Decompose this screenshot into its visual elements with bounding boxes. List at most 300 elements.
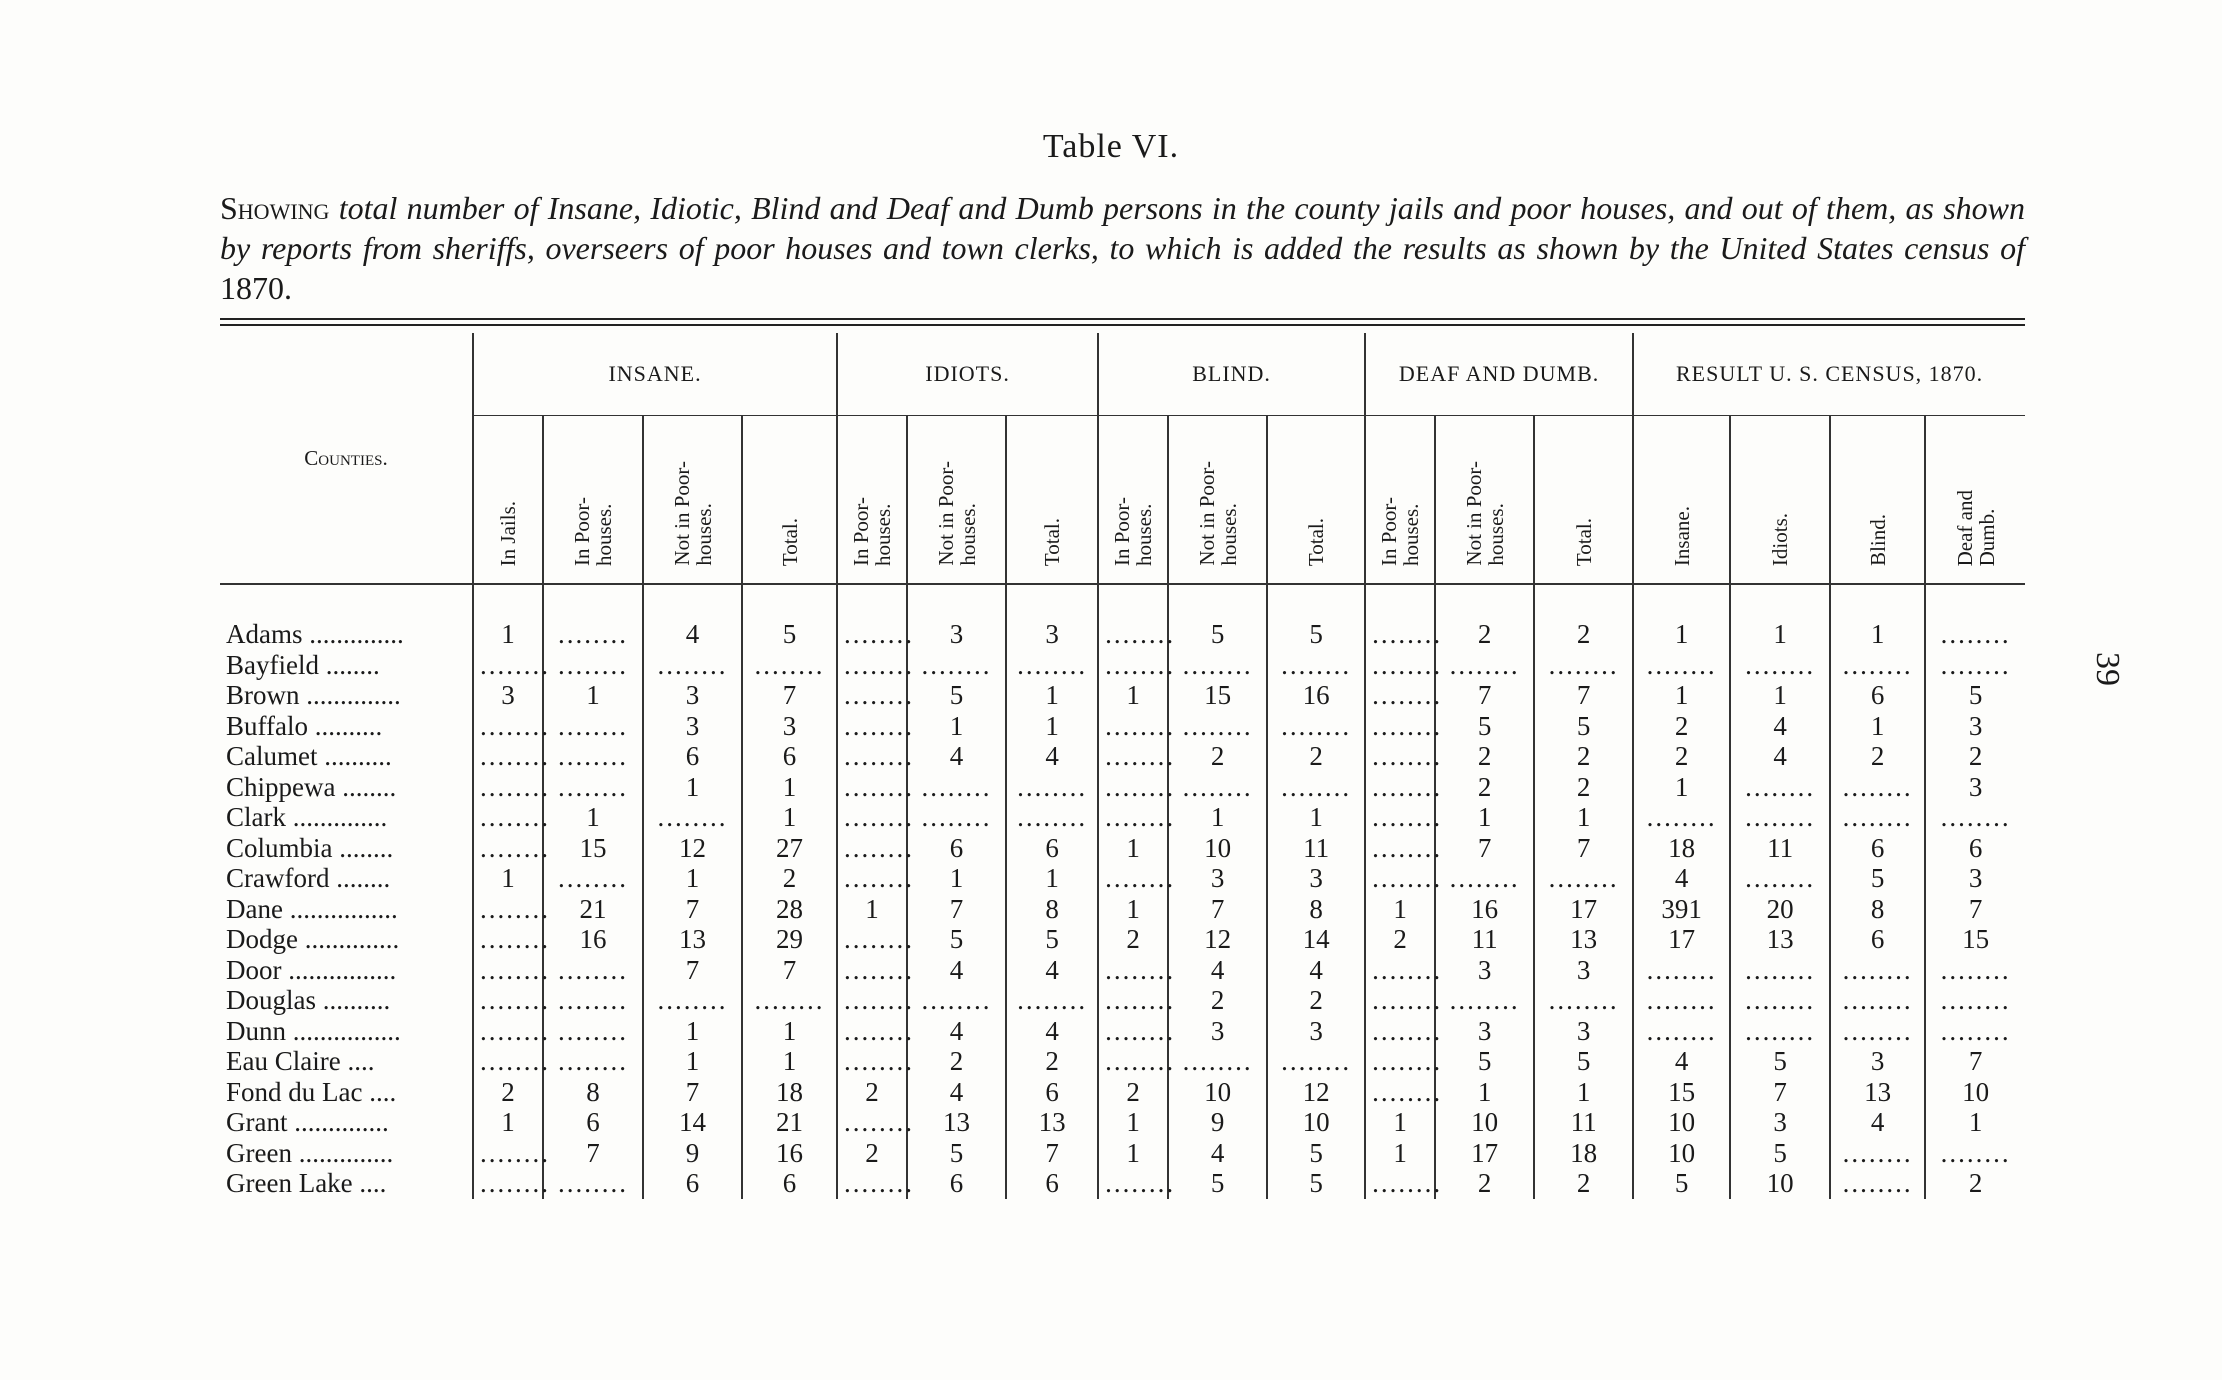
table-cell: 4 — [1006, 955, 1098, 986]
table-cell: 5 — [1633, 1168, 1730, 1199]
table-cell: 7 — [643, 1077, 742, 1108]
table-cell: 1 — [1925, 1107, 2025, 1138]
table-cell — [473, 833, 543, 864]
table-description — [220, 188, 2025, 308]
table-cell: 7 — [1168, 894, 1267, 925]
table-cell: 13 — [907, 1107, 1006, 1138]
table-row — [220, 584, 2025, 650]
table-cell — [1365, 1077, 1435, 1108]
table-cell — [837, 833, 907, 864]
table-cell — [1435, 650, 1534, 681]
table-cell: 2 — [1365, 924, 1435, 955]
table-cell — [643, 802, 742, 833]
table-cell — [1168, 1046, 1267, 1077]
table-cell — [473, 772, 543, 803]
table-cell: 2 — [1534, 772, 1633, 803]
table-cell: 4 — [1267, 955, 1365, 986]
county-name: Chippewa ........ — [226, 771, 397, 802]
table-cell: 5 — [1267, 584, 1365, 650]
table-cell — [1633, 985, 1730, 1016]
table-cell — [543, 955, 643, 986]
table-cell: 1 — [473, 863, 543, 894]
table-cell: 6 — [1006, 1077, 1098, 1108]
table-cell — [643, 985, 742, 1016]
table-cell — [907, 985, 1006, 1016]
table-cell — [907, 650, 1006, 681]
table-cell — [1098, 985, 1168, 1016]
table-cell — [1830, 650, 1925, 681]
table-cell: 6 — [1830, 924, 1925, 955]
table-cell: 4 — [1830, 1107, 1925, 1138]
table-cell — [1534, 985, 1633, 1016]
table-cell: 1 — [907, 711, 1006, 742]
table-cell — [1365, 584, 1435, 650]
table-cell: 3 — [1534, 1016, 1633, 1047]
table-cell — [1633, 955, 1730, 986]
table-cell: 5 — [1168, 1168, 1267, 1199]
table-cell: 6 — [643, 1168, 742, 1199]
table-cell: 5 — [1267, 1168, 1365, 1199]
table-cell — [473, 894, 543, 925]
table-cell — [543, 650, 643, 681]
table-cell: 5 — [1006, 924, 1098, 955]
table-cell — [1925, 802, 2025, 833]
column-header-1 — [543, 416, 643, 584]
table-cell — [1925, 584, 2025, 650]
table-cell: 15 — [1633, 1077, 1730, 1108]
table-cell — [1925, 955, 2025, 986]
table-cell — [1534, 863, 1633, 894]
table-cell — [1365, 680, 1435, 711]
table-cell — [1730, 802, 1830, 833]
table-cell: 16 — [1267, 680, 1365, 711]
counties-header: Counties. — [304, 445, 388, 470]
table-cell: 18 — [1633, 833, 1730, 864]
table-cell — [1730, 863, 1830, 894]
table-cell: 6 — [1006, 833, 1098, 864]
table-cell: 2 — [1267, 741, 1365, 772]
statistics-table — [220, 333, 2025, 1199]
double-rule-top — [220, 318, 2025, 320]
table-cell: 1 — [1098, 1138, 1168, 1169]
table-row — [220, 1168, 2025, 1199]
table-cell: 8 — [1267, 894, 1365, 925]
table-title: Table VI. — [1042, 128, 1180, 165]
table-cell: 10 — [1633, 1138, 1730, 1169]
table-cell: 3 — [1925, 863, 2025, 894]
group-header-3: DEAF AND DUMB. — [1365, 333, 1633, 416]
table-cell: 1 — [1006, 680, 1098, 711]
table-cell: 2 — [837, 1077, 907, 1108]
table-cell: 12 — [1267, 1077, 1365, 1108]
column-header-label: Deaf and Dumb. — [1952, 489, 1999, 566]
table-cell: 4 — [1006, 741, 1098, 772]
table-cell — [837, 1046, 907, 1077]
table-row — [220, 1138, 2025, 1169]
table-cell: 7 — [742, 955, 837, 986]
table-cell: 28 — [742, 894, 837, 925]
table-cell: 1 — [742, 1046, 837, 1077]
table-cell: 5 — [1730, 1046, 1830, 1077]
table-cell — [1925, 1016, 2025, 1047]
table-cell — [473, 802, 543, 833]
table-cell: 8 — [1006, 894, 1098, 925]
table-cell: 27 — [742, 833, 837, 864]
table-cell — [1365, 741, 1435, 772]
table-cell: 2 — [1830, 741, 1925, 772]
table-cell: 1 — [643, 1016, 742, 1047]
county-name: Adams .............. — [226, 619, 404, 650]
table-cell: 7 — [1435, 833, 1534, 864]
table-cell — [1006, 802, 1098, 833]
table-cell — [837, 650, 907, 681]
table-cell: 17 — [1435, 1138, 1534, 1169]
column-header-label: Not in Poor- houses. — [669, 461, 716, 566]
table-cell: 10 — [1168, 833, 1267, 864]
table-cell: 13 — [1730, 924, 1830, 955]
table-cell — [1006, 772, 1098, 803]
table-cell: 15 — [543, 833, 643, 864]
table-cell: 8 — [1830, 894, 1925, 925]
table-cell: 1 — [742, 772, 837, 803]
table-cell — [543, 1046, 643, 1077]
table-cell: 2 — [1098, 1077, 1168, 1108]
table-cell: 6 — [643, 741, 742, 772]
table-cell: 1 — [473, 584, 543, 650]
column-header-14 — [1730, 416, 1830, 584]
table-cell: 5 — [1435, 711, 1534, 742]
table-cell: 3 — [1730, 1107, 1830, 1138]
table-body — [220, 584, 2025, 1199]
table-cell — [1267, 1046, 1365, 1077]
table-cell: 11 — [1534, 1107, 1633, 1138]
table-cell: 5 — [1534, 711, 1633, 742]
county-name: Columbia ........ — [226, 832, 394, 863]
table-cell: 7 — [1534, 680, 1633, 711]
table-cell: 3 — [742, 711, 837, 742]
table-cell: 1 — [1168, 802, 1267, 833]
table-cell — [543, 772, 643, 803]
table-cell — [1365, 863, 1435, 894]
table-cell: 7 — [1730, 1077, 1830, 1108]
table-cell: 1 — [1098, 680, 1168, 711]
table-cell: 6 — [1830, 833, 1925, 864]
table-cell: 4 — [907, 741, 1006, 772]
table-cell: 21 — [742, 1107, 837, 1138]
table-cell: 4 — [1730, 711, 1830, 742]
table-cell: 7 — [643, 894, 742, 925]
table-cell: 1 — [643, 863, 742, 894]
table-cell — [1830, 985, 1925, 1016]
table-cell: 15 — [1168, 680, 1267, 711]
column-header-4 — [837, 416, 907, 584]
table-cell: 5 — [1730, 1138, 1830, 1169]
table-cell: 1 — [1006, 863, 1098, 894]
table-cell — [837, 772, 907, 803]
table-cell: 20 — [1730, 894, 1830, 925]
table-cell: 2 — [1168, 985, 1267, 1016]
table-cell — [1730, 1016, 1830, 1047]
column-header-13 — [1633, 416, 1730, 584]
description-lead: Showing — [220, 190, 330, 226]
table-cell — [907, 772, 1006, 803]
table-cell: 5 — [907, 1138, 1006, 1169]
table-cell — [1168, 711, 1267, 742]
table-cell: 1 — [1435, 1077, 1534, 1108]
table-cell — [1435, 985, 1534, 1016]
table-row — [220, 863, 2025, 894]
table-cell — [742, 985, 837, 1016]
column-header-label: Not in Poor- houses. — [933, 461, 980, 566]
table-cell: 5 — [1435, 1046, 1534, 1077]
table-cell — [1365, 1168, 1435, 1199]
table-cell — [1168, 650, 1267, 681]
table-cell: 10 — [1730, 1168, 1830, 1199]
table-cell: 29 — [742, 924, 837, 955]
table-cell: 3 — [473, 680, 543, 711]
table-cell: 4 — [1168, 1138, 1267, 1169]
table-cell: 1 — [1365, 1138, 1435, 1169]
table-cell: 5 — [742, 584, 837, 650]
table-row — [220, 924, 2025, 955]
table-cell: 1 — [1534, 802, 1633, 833]
table-cell: 3 — [1267, 863, 1365, 894]
table-cell: 1 — [643, 772, 742, 803]
table-cell: 6 — [907, 833, 1006, 864]
table-cell: 3 — [1925, 711, 2025, 742]
table-row — [220, 985, 2025, 1016]
county-name: Dane ................ — [226, 893, 398, 924]
table-cell — [473, 650, 543, 681]
table-cell: 12 — [1168, 924, 1267, 955]
column-header-label: Idiots. — [1768, 512, 1793, 566]
table-cell: 2 — [1435, 584, 1534, 650]
column-header-label: In Poor- houses. — [1110, 497, 1157, 566]
table-cell: 9 — [1168, 1107, 1267, 1138]
table-cell — [1830, 1016, 1925, 1047]
table-cell — [473, 985, 543, 1016]
table-cell — [1830, 802, 1925, 833]
column-header-label: Total. — [1571, 517, 1596, 566]
table-cell: 6 — [742, 741, 837, 772]
description-text: total number of Insane, Idiotic, Blind and Deaf and Dumb persons in the county jails and poor houses, and out of them, as shown by reports from sheriffs, overseers of poor houses and town clerks, to which is added the results as shown by the United States census of — [220, 190, 2025, 266]
table-cell: 15 — [1925, 924, 2025, 955]
table-row — [220, 680, 2025, 711]
table-cell: 5 — [1267, 1138, 1365, 1169]
table-cell — [543, 584, 643, 650]
table-cell — [1730, 955, 1830, 986]
table-cell: 1 — [1633, 584, 1730, 650]
table-cell: 1 — [1006, 711, 1098, 742]
table-cell — [1006, 650, 1098, 681]
table-cell: 2 — [1534, 1168, 1633, 1199]
table-cell — [1168, 772, 1267, 803]
table-cell: 4 — [1006, 1016, 1098, 1047]
table-cell — [1365, 711, 1435, 742]
table-cell — [1925, 985, 2025, 1016]
column-header-11 — [1435, 416, 1534, 584]
table-cell — [1267, 650, 1365, 681]
table-cell — [1267, 711, 1365, 742]
table-cell: 1 — [1633, 772, 1730, 803]
table-cell: 1 — [1830, 711, 1925, 742]
table-cell: 6 — [1830, 680, 1925, 711]
table-cell: 4 — [1730, 741, 1830, 772]
table-cell — [837, 1168, 907, 1199]
column-header-3 — [742, 416, 837, 584]
table-cell: 14 — [643, 1107, 742, 1138]
table-cell — [473, 955, 543, 986]
table-cell: 7 — [907, 894, 1006, 925]
table-cell: 6 — [742, 1168, 837, 1199]
table-cell — [1365, 985, 1435, 1016]
table-cell — [1365, 1046, 1435, 1077]
table-cell — [1830, 955, 1925, 986]
table-cell: 18 — [1534, 1138, 1633, 1169]
table-row — [220, 772, 2025, 803]
table-cell — [473, 1016, 543, 1047]
table-row — [220, 955, 2025, 986]
table-cell: 17 — [1633, 924, 1730, 955]
table-cell: 7 — [742, 680, 837, 711]
table-cell: 13 — [1006, 1107, 1098, 1138]
table-row — [220, 833, 2025, 864]
table-cell — [1365, 833, 1435, 864]
table-cell — [742, 650, 837, 681]
table-row — [220, 711, 2025, 742]
table-cell: 1 — [1633, 680, 1730, 711]
column-header-label: Total. — [1040, 517, 1065, 566]
table-cell: 9 — [643, 1138, 742, 1169]
table-cell: 13 — [1534, 924, 1633, 955]
table-cell: 21 — [543, 894, 643, 925]
table-cell — [837, 863, 907, 894]
column-header-label: Insane. — [1669, 505, 1694, 566]
county-name: Dunn ................ — [226, 1015, 401, 1046]
table-cell — [1098, 1046, 1168, 1077]
column-header-2 — [643, 416, 742, 584]
table-cell: 3 — [1006, 584, 1098, 650]
table-cell: 17 — [1534, 894, 1633, 925]
table-row — [220, 1077, 2025, 1108]
table-cell: 7 — [1925, 894, 2025, 925]
column-header-6 — [1006, 416, 1098, 584]
column-header-label: In Poor- houses. — [570, 497, 616, 566]
table-cell — [543, 985, 643, 1016]
county-name: Eau Claire .... — [226, 1046, 375, 1077]
table-cell: 1 — [543, 802, 643, 833]
table-cell: 1 — [473, 1107, 543, 1138]
table-cell: 4 — [907, 955, 1006, 986]
table-cell: 7 — [1435, 680, 1534, 711]
table-cell — [543, 1168, 643, 1199]
table-cell — [1633, 1016, 1730, 1047]
column-header-label: Not in Poor- houses. — [1194, 461, 1241, 566]
county-name: Buffalo .......... — [226, 710, 383, 741]
table-cell: 1 — [1267, 802, 1365, 833]
table-cell: 3 — [1830, 1046, 1925, 1077]
column-header-16 — [1925, 416, 2025, 584]
table-cell: 16 — [1435, 894, 1534, 925]
county-name: Door ................ — [226, 954, 397, 985]
table-cell — [543, 1016, 643, 1047]
table-cell: 1 — [837, 894, 907, 925]
table-cell: 1 — [907, 863, 1006, 894]
table-cell — [1098, 772, 1168, 803]
table-cell: 6 — [543, 1107, 643, 1138]
table-cell: 4 — [1168, 955, 1267, 986]
table-cell: 16 — [742, 1138, 837, 1169]
column-header-0 — [473, 416, 543, 584]
table-row — [220, 1016, 2025, 1047]
table-cell — [1730, 772, 1830, 803]
table-cell — [1633, 650, 1730, 681]
table-cell: 6 — [907, 1168, 1006, 1199]
table-cell: 3 — [1267, 1016, 1365, 1047]
table-cell: 5 — [1925, 680, 2025, 711]
table-cell: 13 — [643, 924, 742, 955]
group-header-0: INSANE. — [473, 333, 837, 416]
table-cell: 2 — [1534, 584, 1633, 650]
table-cell: 3 — [1534, 955, 1633, 986]
table-cell — [1730, 985, 1830, 1016]
table-cell: 2 — [837, 1138, 907, 1169]
table-cell — [473, 1168, 543, 1199]
table-cell — [1098, 955, 1168, 986]
table-cell — [1830, 772, 1925, 803]
table-cell: 3 — [643, 680, 742, 711]
county-name: Brown .............. — [226, 680, 401, 711]
table-cell: 4 — [1633, 863, 1730, 894]
table-cell: 2 — [1633, 711, 1730, 742]
table-cell: 7 — [643, 955, 742, 986]
table-cell: 1 — [1830, 584, 1925, 650]
table-cell — [1098, 802, 1168, 833]
county-name: Douglas .......... — [226, 985, 391, 1016]
county-name: Crawford ........ — [226, 863, 391, 894]
table-cell: 14 — [1267, 924, 1365, 955]
table-cell: 2 — [473, 1077, 543, 1108]
column-header-label: Total. — [1304, 517, 1329, 566]
table-cell — [1365, 772, 1435, 803]
table-row — [220, 894, 2025, 925]
table-cell: 3 — [1435, 1016, 1534, 1047]
table-cell — [837, 680, 907, 711]
table-cell: 2 — [1168, 741, 1267, 772]
table-cell — [1830, 1168, 1925, 1199]
table-cell: 2 — [742, 863, 837, 894]
table-cell — [837, 1016, 907, 1047]
column-header-12 — [1534, 416, 1633, 584]
column-header-5 — [907, 416, 1006, 584]
table-cell — [1098, 650, 1168, 681]
column-header-9 — [1267, 416, 1365, 584]
table-cell: 2 — [1435, 1168, 1534, 1199]
county-name: Grant .............. — [226, 1107, 389, 1138]
table-cell: 2 — [1925, 741, 2025, 772]
table-cell — [643, 650, 742, 681]
county-name: Dodge .............. — [226, 924, 400, 955]
table-cell: 1 — [1365, 894, 1435, 925]
table-cell: 10 — [1435, 1107, 1534, 1138]
table-cell: 10 — [1925, 1077, 2025, 1108]
table-cell: 2 — [1435, 772, 1534, 803]
table-cell: 3 — [643, 711, 742, 742]
column-header-label: In Poor- houses. — [849, 497, 896, 566]
table-cell — [837, 1107, 907, 1138]
table-cell: 2 — [1098, 924, 1168, 955]
table-cell — [1365, 955, 1435, 986]
